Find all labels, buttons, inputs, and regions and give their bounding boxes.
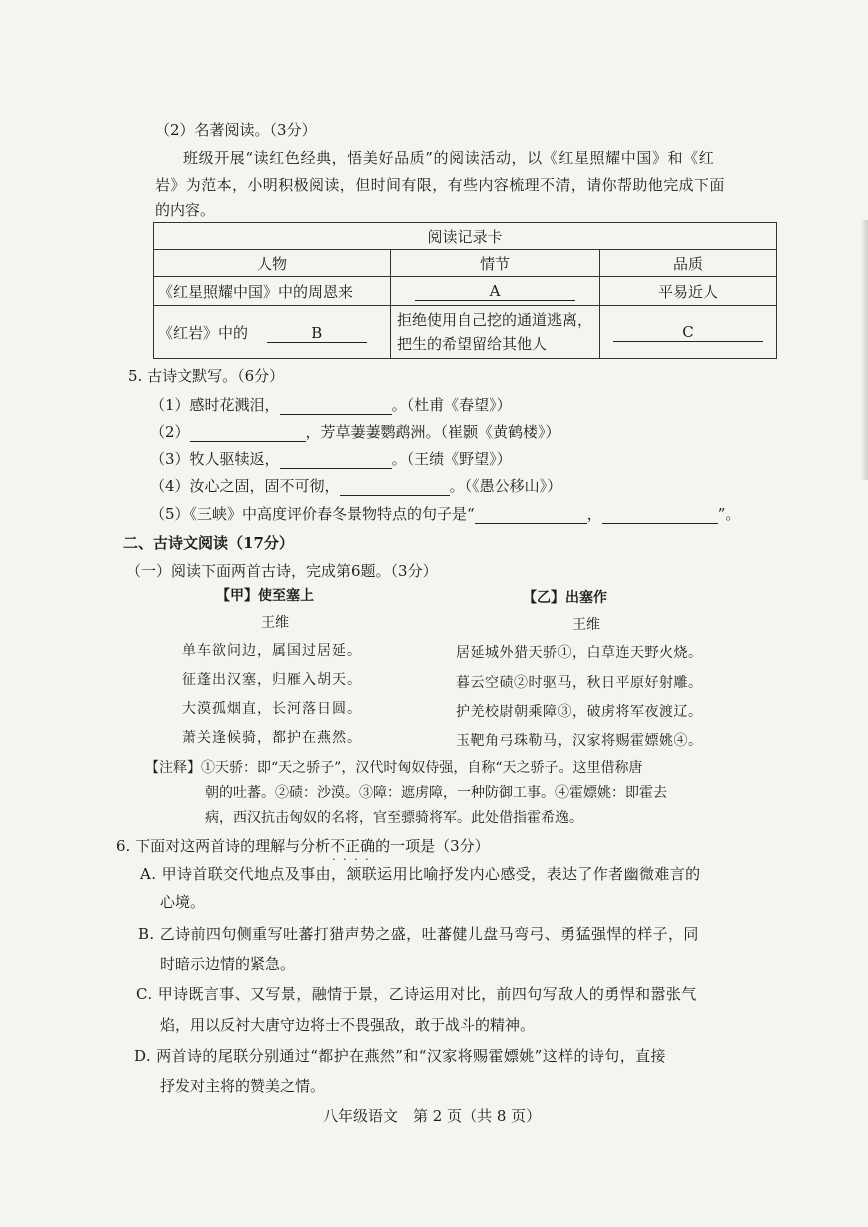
q6-option-c-label: C. xyxy=(136,985,153,1003)
scan-edge-shadow xyxy=(860,220,868,480)
blank-a[interactable]: A xyxy=(415,282,575,301)
q6-option-a-line1: 甲诗首联交代地点及事由，颔联运用比喻抒发内心感受，表达了作者幽微难言的 xyxy=(161,865,701,883)
q5-item-3-before: 牧人驱犊返， xyxy=(189,450,280,468)
q5-item-3-num: （3） xyxy=(150,450,190,468)
q5-heading: 5. 古诗文默写。（6分） xyxy=(128,367,285,385)
poem-b-line-4: 玉靶角弓珠勒马，汉家将赐霍嫖姚④。 xyxy=(456,733,703,749)
q5-item-5-blank-1[interactable] xyxy=(475,507,587,524)
q5-item-2-after: ，芳草萋萋鹦鹉洲。（崔颢《黄鹤楼》） xyxy=(305,423,561,441)
section2-part1: （一）阅读下面两首古诗，完成第6题。（3分） xyxy=(126,562,438,580)
row2-person: 《红岩》中的 xyxy=(158,323,249,342)
poem-b-author: 王维 xyxy=(572,617,600,633)
q5-item-4-blank[interactable] xyxy=(340,479,450,496)
poem-a-line-3: 大漠孤烟直，长河落日圆。 xyxy=(182,701,362,717)
poem-b-line-2: 暮云空碛②时驱马，秋日平原好射雕。 xyxy=(456,675,703,691)
poem-b-line-3: 护羌校尉朝乘障③，破虏将军夜渡辽。 xyxy=(456,704,703,720)
q6-option-d-line1: 两首诗的尾联分别通过“都护在燕然”和“汉家将赐霍嫖姚”这样的诗句，直接 xyxy=(156,1047,666,1065)
row2-plot: 拒绝使用自己挖的通道逃离，把生的希望留给其他人 xyxy=(391,306,600,359)
q6-option-a-line2: 心境。 xyxy=(160,893,206,911)
section2-heading: 二、古诗文阅读（17分） xyxy=(123,534,294,552)
table-header-person: 人物 xyxy=(154,250,391,277)
poem-a-line-1: 单车欲问边，属国过居延。 xyxy=(182,643,362,659)
q4-2-intro-line2: 岩》为范本，小明积极阅读，但时间有限，有些内容梳理不清，请你帮助他完成下面 xyxy=(155,176,725,194)
q6-option-c-line1: 甲诗既言事、又写景，融情于景，乙诗运用对比，前四句写敌人的勇悍和嚣张气 xyxy=(157,985,697,1003)
q5-item-2 xyxy=(150,422,561,442)
poem-b-line-1: 居延城外猎天骄①，白草连天野火烧。 xyxy=(456,645,703,661)
q4-2-intro-line1: 班级开展“读红色经典，悟美好品质”的阅读活动，以《红星照耀中国》和《红 xyxy=(183,149,715,167)
q5-item-2-blank[interactable] xyxy=(190,425,306,442)
q6-stem-emphasis: 不正确 · · · · xyxy=(330,837,375,855)
q5-item-5-after: ”。 xyxy=(717,505,741,523)
blank-b[interactable]: B xyxy=(267,324,367,343)
q6-option-a-label: A. xyxy=(140,865,157,883)
q5-item-1-num: （1） xyxy=(150,396,190,414)
q6-option-a[interactable] xyxy=(140,864,701,884)
q5-item-4-num: （4） xyxy=(150,477,190,495)
q6-option-d-label: D. xyxy=(134,1047,152,1065)
q6-option-b-line2: 时暗示边情的紧急。 xyxy=(160,955,296,973)
poem-b-title: 【乙】出塞作 xyxy=(523,590,607,606)
q6-option-d-line2: 抒发对主将的赞美之情。 xyxy=(160,1077,326,1095)
row2-person-cell xyxy=(154,306,391,359)
table-header-quality: 品质 xyxy=(600,250,777,277)
notes-line-3: 病，西汉抗击匈奴的名将，官至骠骑将军。此处借指霍希逸。 xyxy=(205,810,583,826)
q5-item-1-before: 感时花溅泪， xyxy=(189,396,280,414)
q5-item-5-mid: ， xyxy=(586,505,602,523)
notes-line-2: 朝的吐蕃。②碛：沙漠。③障：遮虏障，一种防御工事。④霍嫖姚：即霍去 xyxy=(205,785,667,801)
row1-quality: 平易近人 xyxy=(600,277,777,306)
q5-item-5-before: （5）《三峡》中高度评价春冬景物特点的句子是“ xyxy=(150,505,475,523)
page-footer: 八年级语文 第 2 页（共 8 页） xyxy=(323,1107,542,1125)
reading-record-table xyxy=(153,222,777,359)
notes-line-1: 【注释】①天骄：即“天之骄子”，汉代时匈奴侍强，自称“天之骄子。这里借称唐 xyxy=(145,760,643,776)
row1-plot-cell xyxy=(391,277,600,306)
q6-option-b[interactable] xyxy=(138,924,699,944)
q6-option-d[interactable] xyxy=(134,1046,666,1066)
q6-option-c[interactable] xyxy=(136,984,697,1004)
q5-item-5 xyxy=(150,504,740,524)
q5-item-5-blank-2[interactable] xyxy=(602,507,718,524)
q6-stem xyxy=(116,836,490,856)
q5-item-3-blank[interactable] xyxy=(280,452,392,469)
q6-option-c-line2: 焰，用以反衬大唐守边将士不畏强敌，敢于战斗的精神。 xyxy=(160,1016,536,1034)
row1-person: 《红星照耀中国》中的周恩来 xyxy=(154,277,391,306)
q4-2-intro-line3: 的内容。 xyxy=(155,201,216,219)
table-caption: 阅读记录卡 xyxy=(154,223,777,250)
row2-quality-cell xyxy=(600,306,777,359)
q5-item-1-blank[interactable] xyxy=(280,398,392,415)
q6-stem-after: 的一项是（3分） xyxy=(375,837,490,855)
poem-a-line-2: 征蓬出汉塞，归雁入胡天。 xyxy=(182,672,362,688)
poem-a-line-4: 萧关逢候骑，都护在燕然。 xyxy=(182,730,362,746)
q5-item-1-after: 。（杜甫《春望》） xyxy=(391,396,512,414)
poem-a-title: 【甲】使至塞上 xyxy=(216,588,314,604)
poem-a-author: 王维 xyxy=(261,615,289,631)
q4-2-heading: （2）名著阅读。（3分） xyxy=(155,121,317,139)
q6-option-b-line1: 乙诗前四句侧重写吐蕃打猎声势之盛，吐蕃健儿盘马弯弓、勇猛强悍的样子，同 xyxy=(159,925,699,943)
q6-option-b-label: B. xyxy=(138,925,155,943)
q5-item-3-after: 。（王绩《野望》） xyxy=(391,450,512,468)
q5-item-1 xyxy=(150,395,512,415)
q6-stem-before: 6. 下面对这两首诗的理解与分析 xyxy=(116,837,331,855)
q5-item-4 xyxy=(150,476,562,496)
q5-item-4-before: 汝心之固，固不可彻， xyxy=(189,477,340,495)
table-header-plot: 情节 xyxy=(391,250,600,277)
blank-c[interactable]: C xyxy=(613,323,763,342)
q5-item-3 xyxy=(150,449,512,469)
q5-item-4-after: 。（《愚公移山》） xyxy=(449,477,563,495)
q5-item-2-num: （2） xyxy=(150,423,190,441)
